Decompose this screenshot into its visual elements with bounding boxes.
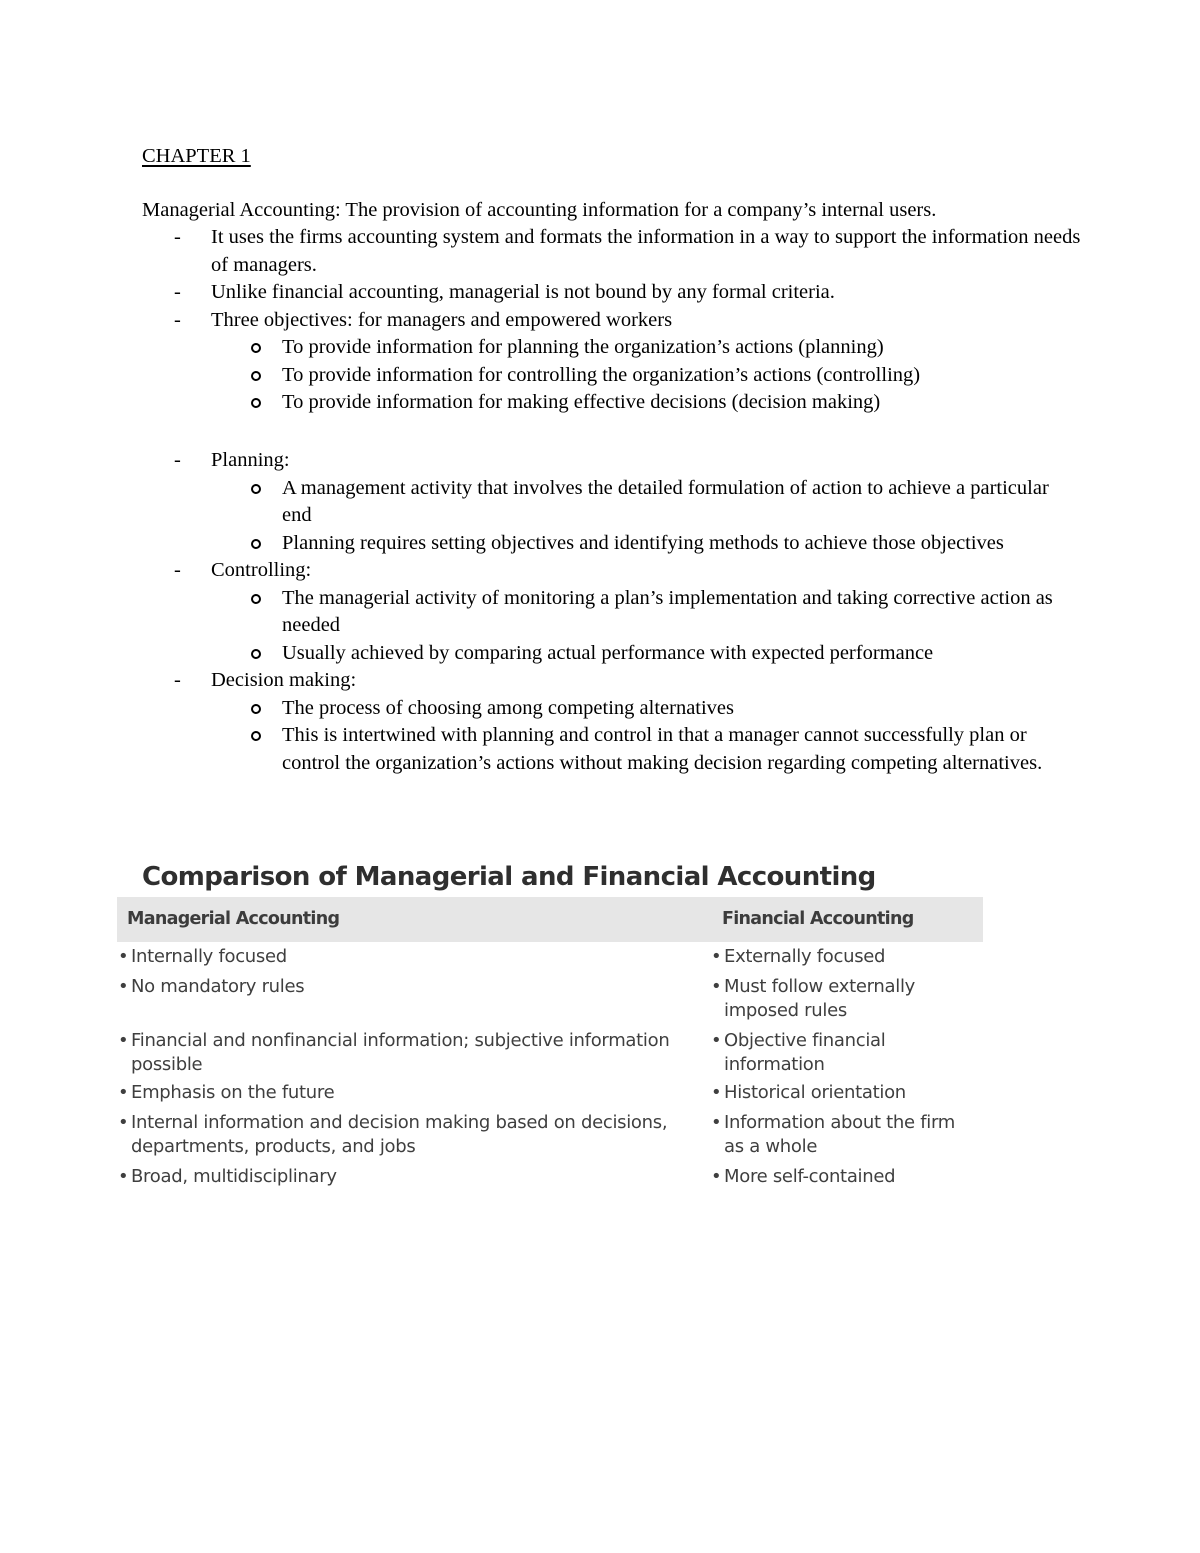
outline-item (142, 557, 1082, 667)
sub-item-text: Usually achieved by comparing actual performance with expected performance (282, 641, 934, 664)
outline-item (142, 279, 1082, 307)
sub-item (211, 389, 1082, 417)
outline-item-text: Planning: (211, 449, 290, 471)
managerial-item: • Internal information and decision making based on decisions, departments, products, and jobs (117, 1111, 677, 1159)
outline-item-text: It uses the firms accounting system and formats the information in a way to support the information needs of managers. (211, 226, 1081, 276)
sub-item-text: The process of choosing among competing alternatives (282, 696, 735, 719)
sub-item-text: To provide information for planning the organization’s actions (planning) (282, 336, 884, 358)
comparison-header-row (117, 897, 983, 942)
sub-item-text: The managerial activity of monitoring a plan’s implementation and taking corrective action as needed (282, 586, 1053, 636)
sub-item-text: To provide information for making effective decisions (decision making) (282, 391, 881, 413)
sub-item (211, 585, 1082, 640)
sub-list (211, 334, 1082, 417)
financial-item: • Objective financial information (710, 1029, 965, 1077)
chapter-heading: CHAPTER 1 (142, 145, 251, 167)
sub-item-text: To provide information for controlling the organization’s actions (controlling) (282, 363, 921, 386)
outline-list-top (142, 224, 1082, 417)
managerial-item: • Internally focused (117, 945, 287, 969)
circle-bullet-icon (251, 731, 261, 741)
sub-item (211, 695, 1082, 723)
sub-item (211, 334, 1082, 362)
circle-bullet-icon (251, 371, 261, 381)
managerial-column-header: Managerial Accounting (127, 909, 340, 929)
outline-item-text: Decision making: (211, 669, 357, 691)
financial-column-header: Financial Accounting (722, 909, 914, 929)
sub-item (211, 640, 1082, 668)
circle-bullet-icon (251, 539, 261, 549)
dash-bullet: - (174, 559, 181, 581)
sub-item (211, 475, 1082, 530)
dash-bullet: - (174, 449, 181, 471)
circle-bullet-icon (251, 594, 261, 604)
financial-item: • Externally focused (710, 945, 885, 969)
dash-bullet: - (174, 669, 181, 691)
sub-item (211, 362, 1082, 390)
financial-item: • More self-contained (710, 1165, 895, 1189)
financial-item: • Historical orientation (710, 1081, 906, 1105)
sub-list (211, 475, 1082, 558)
outline-item-text: Unlike financial accounting, managerial is not bound by any formal criteria. (211, 281, 835, 303)
sub-list (211, 585, 1082, 668)
dash-bullet: - (174, 226, 181, 248)
circle-bullet-icon (251, 704, 261, 714)
outline-item (142, 224, 1082, 279)
comparison-title: Comparison of Managerial and Financial Accounting (142, 862, 876, 892)
sub-item (211, 722, 1082, 777)
sub-item-text: Planning requires setting objectives and identifying methods to achieve those objectives (282, 531, 1004, 554)
circle-bullet-icon (251, 484, 261, 494)
dash-bullet: - (174, 308, 181, 331)
outline-item-text: Controlling: (211, 559, 312, 581)
managerial-item: • Broad, multidisciplinary (117, 1165, 337, 1189)
circle-bullet-icon (251, 398, 261, 408)
managerial-item: • Financial and nonfinancial information; subjective information possible (117, 1029, 677, 1077)
sub-list (211, 695, 1082, 778)
outline-item (142, 307, 1082, 417)
sub-item-text: A management activity that involves the detailed formulation of action to achieve a particular end (282, 476, 1049, 526)
sub-item (211, 530, 1082, 558)
outline-item (142, 667, 1082, 777)
outline-list-bottom (142, 447, 1082, 777)
financial-item: • Information about the firm as a whole (710, 1111, 965, 1159)
definition-paragraph: Managerial Accounting: The provision of accounting information for a company’s internal users. (142, 199, 937, 221)
managerial-item: • No mandatory rules (117, 975, 304, 999)
managerial-item: • Emphasis on the future (117, 1081, 334, 1105)
circle-bullet-icon (251, 343, 261, 353)
outline-item (142, 447, 1082, 557)
outline-item-text: Three objectives: for managers and empowered workers (211, 308, 673, 331)
financial-item: • Must follow externally imposed rules (710, 975, 965, 1023)
circle-bullet-icon (251, 649, 261, 659)
dash-bullet: - (174, 281, 181, 303)
sub-item-text: This is intertwined with planning and control in that a manager cannot successfully plan or control the organization’s actions without making decision regarding competing alternatives. (282, 724, 1043, 774)
